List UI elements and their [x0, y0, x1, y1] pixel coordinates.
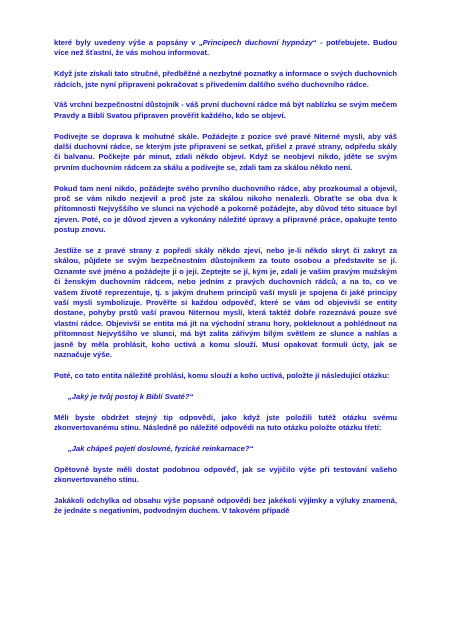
paragraph-9: Opětovně byste měli dostat podobnou odpověď, jak se vyjičilo výše při testování vašeho zkonvertovaného stínu.: [54, 464, 397, 484]
paragraph-4: Podívejte se doprava k mohutné skále. Požádejte z pozice své pravé Niterné mysli, aby váš další duchovní rádce, se kterým jste připraveni se setkat, přišel z pravé strany, odpředu skály či balvanu. Počkejte pár minut, zdali někdo objeví. Když se neobjeví nikdo, jděte se svým prvním duchovním rádcem za skálu a podívejte se, zdali tam za skálou někdo není.: [54, 131, 397, 172]
paragraph-10: Jakákoli odchylka od obsahu výše popsané odpovědi bez jakékoli výjimky a výluky znamená, že jednáte s negativním, podvodným duchem. V takovém případě: [54, 495, 397, 516]
book-title: Principech duchovní hypnózy: [202, 38, 313, 47]
paragraph-2: Když jste získali tato stručné, předběžné a nezbytné poznatky a informace o svých duchovních rádcích, jste nyní připraveni pokračovat s přivedením dalšího svého duchovního rádce.: [54, 69, 397, 89]
text-run: “ - potřebujete. Budou více než šťastní, že vás mohou informovat.: [54, 38, 397, 58]
paragraph-1: [54, 38, 397, 59]
document-page: [54, 38, 397, 527]
paragraph-6: Jestliže se z pravé strany z popředí skály někdo zjeví, nebo je-li někdo skryt či zakryt za skálou, půjdete se svým bezpečnostním důstojníkem za touto osobou a představíte se jí. Oznamte své jméno a požádejte ji o její. Zeptejte se jí, kým je, zdali je vaším pravým mužským či ženským duchovním rádcem, nebo jedním z pravých duchovních rádců, a na to, co ve vašem životě reprezentuje, tj. s jakým druhem principů vaší mysli je spojena či jaké principy vaší mysli symbolizuje. Prověřte si každou odpověď, které se vám od objevivší se entity dostane, pohyby prstů vaší pravou Niternou myslí, která taktéž dobře rozeznává pouze své vlastní rádce. Objevivší se entita má jít na východní stranu hory, pokleknout a pohlédnout na přítomnost Nejvyššího ve slunci, má být zalita zářivým bílým světlem ze slunce a nahlas a jasně by měla prohlásit, koho uctívá a komu slouží. Musí opakovat formuli úcty, jak se naznačuje výše.: [54, 246, 397, 360]
question-1: „Jaký je tvůj postoj k Biblí Svaté?“: [68, 391, 194, 401]
question-2: „Jak chápeš pojetí doslovné, fyzické reinkarnace?“: [68, 443, 254, 453]
paragraph-8: Měli byste obdržet stejný tip odpovědi, jako když jste položili tutéž otázku svému zkonvertovanému stínu. Následně po náležité odpovědi na tuto otázku položte otázku třetí:: [54, 412, 397, 432]
paragraph-3: Váš vrchní bezpečnostní důstojník - váš první duchovní rádce má být nablízku se svým mečem Pravdy a Biblí Svatou připraven prověřit každého, kdo se objeví.: [54, 100, 397, 120]
paragraph-5: Pokud tam není nikdo, požádejte svého prvního duchovního rádce, aby prozkoumal a objevil, proč se vám nikdo nezjevil a proč jste za skálou nikoho nenalezli. Obraťte se oba dva k přítomnosti Nejvyššího ve slunci na východě a pokorně požádejte, aby důvod této situace byl zjeven. Poté, co je důvod zjeven a vykonány náležité úpravy a připravné práce, opakujte tento postup znovu.: [54, 183, 397, 235]
paragraph-7: Poté, co tato entita náležitě prohlásí, komu slouží a koho uctívá, položte jí následující otázku:: [54, 370, 390, 380]
text-run: které byly uvedeny výše a popsány v „: [54, 38, 203, 47]
